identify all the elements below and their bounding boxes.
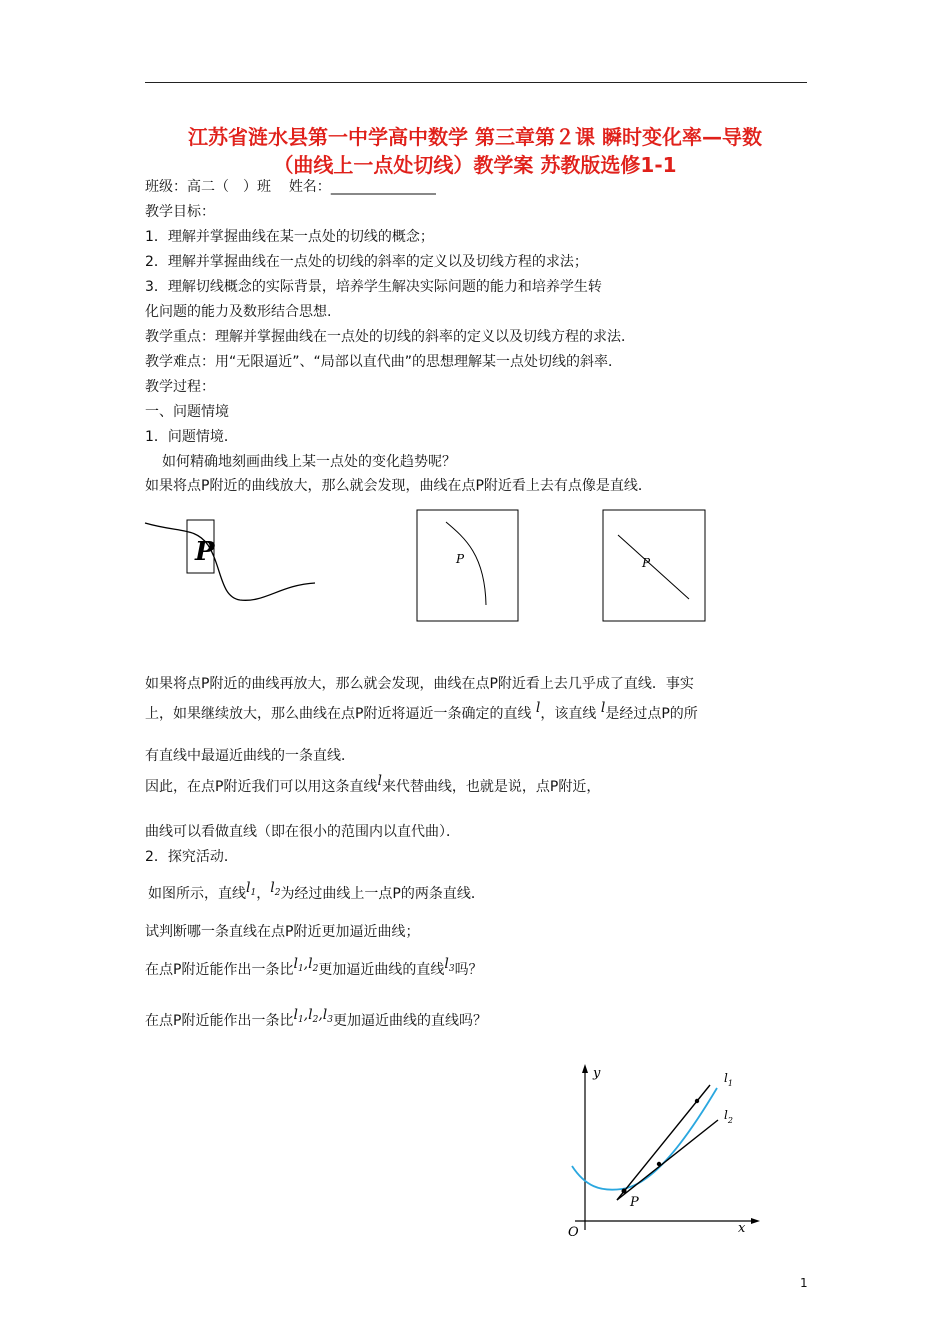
- text-run: 在点P附近能作出一条比: [145, 962, 294, 978]
- line-l-symbol: l: [535, 700, 541, 716]
- intersection-point: [657, 1162, 661, 1166]
- zoom-frame-2: [603, 510, 705, 621]
- goals-heading: 教学目标：: [145, 204, 215, 220]
- explore-line: [145, 956, 483, 985]
- goal-item: 1．理解并掌握曲线在某一点处的切线的概念；: [145, 229, 434, 245]
- text-run: 更加逼近曲线的直线: [318, 962, 445, 978]
- class-label: 班级：高二（ ）班: [145, 179, 271, 195]
- explore-line: 试判断哪一条直线在点P附近更加逼近曲线；: [145, 924, 420, 940]
- paragraph-line: 曲线可以看做直线（即在很小的范围内以直代曲）．: [145, 824, 460, 840]
- text-run: 在点P附近能作出一条比: [145, 1013, 294, 1029]
- zoomed-line: [618, 535, 689, 599]
- explore-line: [145, 1007, 488, 1036]
- lines-l1-l2-symbol: $l_1,l_2$: [293, 956, 319, 974]
- section-heading: 一、问题情境: [145, 404, 229, 420]
- text-run: 上，如果继续放大，那么曲线在点P附近将逼近一条确定的直线: [145, 706, 532, 722]
- paragraph-line: [145, 773, 601, 797]
- name-blank: _______________: [330, 179, 436, 195]
- paragraph-line: [145, 700, 698, 724]
- x-axis-label: x: [738, 1221, 746, 1236]
- point-p-label: P: [642, 556, 651, 570]
- lines-l1-l2-l3-symbol: $l_1,l_2,l_3$: [293, 1007, 334, 1025]
- paragraph-line: 有直线中最逼近曲线的一条直线．: [145, 748, 355, 764]
- doc-title-line2: （曲线上一点处切线）教学案 苏教版选修1-1: [273, 153, 677, 177]
- line-l-symbol: l: [600, 700, 606, 716]
- name-label: 姓名：: [288, 179, 331, 195]
- text-run: 是经过点P的所: [605, 706, 698, 722]
- paragraph-line: 如果将点P附近的曲线再放大，那么就会发现，曲线在点P附近看上去几乎成了直线．事实: [145, 676, 694, 692]
- class-info: [145, 177, 436, 197]
- text-run: 吗？: [454, 962, 483, 978]
- page-number: 1: [800, 1276, 808, 1290]
- line-l3-symbol: $l_3$: [444, 956, 455, 974]
- y-axis-label: y: [593, 1066, 601, 1081]
- l1-label: $l_1$: [724, 1071, 733, 1088]
- tangent-graph: [560, 1060, 770, 1245]
- key-point: 教学重点：理解并掌握曲线在一点处的切线的斜率的定义以及切线方程的求法．: [145, 329, 635, 345]
- line-l2-symbol: $l_2$: [270, 880, 281, 898]
- header-rule: [145, 82, 807, 83]
- process-heading: 教学过程：: [145, 379, 215, 395]
- l2-label: $l_2$: [724, 1108, 733, 1125]
- goal-item: 3．理解切线概念的实际背景，培养学生解决实际问题的能力和培养学生转: [145, 279, 602, 295]
- text-run: 来代替曲线，也就是说，点P附近，: [381, 779, 601, 795]
- subsection-heading: 1．问题情境．: [145, 429, 238, 445]
- subsection-heading: 2．探究活动．: [145, 849, 238, 865]
- text-run: 更加逼近曲线的直线吗？: [333, 1013, 488, 1029]
- zoomed-curve: [446, 522, 486, 605]
- wavy-curve: [145, 523, 315, 600]
- point-p: [622, 1189, 627, 1194]
- text-run: 因此，在点P附近我们可以用这条直线: [145, 779, 378, 795]
- zoom-frame-1: [417, 510, 518, 621]
- line-l1-symbol: $l_1$: [246, 880, 257, 898]
- zoom-figures: [140, 505, 720, 630]
- x-axis-arrow: [751, 1218, 760, 1224]
- zoom-paragraph: 如果将点P附近的曲线放大，那么就会发现，曲线在点P附近看上去有点像是直线．: [145, 478, 652, 494]
- question-line: 如何精确地刻画曲线上某一点处的变化趋势呢？: [162, 454, 456, 470]
- point-p-label: P: [630, 1195, 639, 1210]
- origin-label: O: [568, 1225, 579, 1240]
- text-run: ，: [256, 886, 271, 902]
- explore-line: [148, 880, 485, 909]
- line-l-symbol: l: [377, 773, 382, 789]
- doc-title-line1: 江苏省涟水县第一中学高中数学 第三章第２课 瞬时变化率—导数: [188, 125, 762, 149]
- point-p-label-large: P: [195, 537, 215, 567]
- goal-item: 化问题的能力及数形结合思想.: [145, 304, 332, 320]
- text-run: ，该直线: [540, 706, 597, 722]
- text-run: 为经过曲线上一点P的两条直线．: [280, 886, 485, 902]
- y-axis-arrow: [582, 1064, 588, 1073]
- line-l2: [617, 1120, 718, 1200]
- point-p-label: P: [456, 552, 465, 566]
- text-run: 如图所示，直线: [148, 886, 246, 902]
- goal-item: 2．理解并掌握曲线在一点处的切线的斜率的定义以及切线方程的求法；: [145, 254, 588, 270]
- difficulty: 教学难点：用“无限逼近”、“局部以直代曲”的思想理解某一点处切线的斜率．: [145, 354, 623, 370]
- intersection-point: [695, 1099, 699, 1103]
